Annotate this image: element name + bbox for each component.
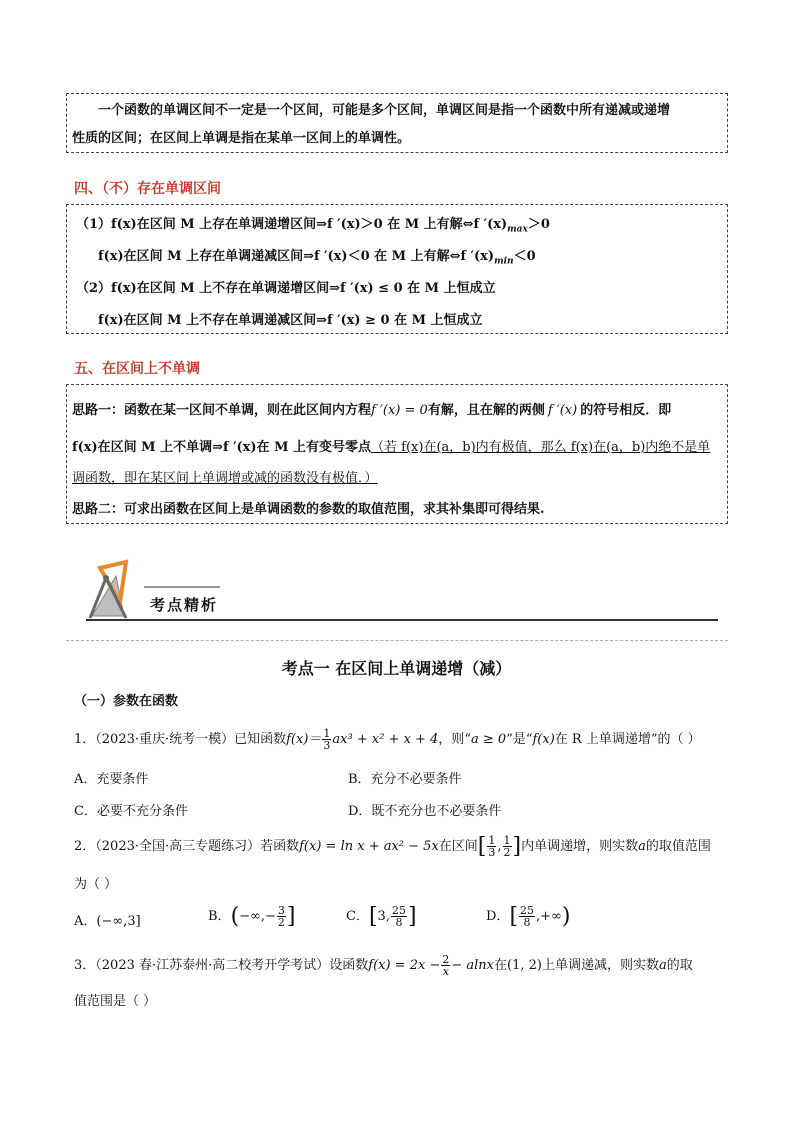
note-line-2: 性质的区间；在区间上单调是指在某单一区间上的单调性。 [72, 131, 411, 146]
section-4-line-2: f(x)在区间 M 上存在单调递减区间⇒f ′(x)＜0 在 M 上有解⇔f $'(x)_{min}<0$ [98, 249, 536, 267]
section-5-line-1: 思路一：函数在某一区间不单调，则在此区间内方程f ′(x) = 0有解，且在解的两侧 f ′(x) 的符号相反．即 [72, 403, 672, 418]
question-1-option-a[interactable]: A．充要条件 [74, 772, 149, 787]
section-4-line-3: （2）f(x)在区间 M 上不存在单调递增区间⇒f ′(x) ≤ 0 在 M 上恒成立 [76, 281, 496, 296]
question-2-option-b[interactable]: B．(−∞,− $\frac{3}{2}$ ] [208, 904, 296, 929]
question-2-option-c[interactable]: C．[3, $\frac{25}{8}$ ] [346, 904, 417, 929]
question-1-option-c[interactable]: C．必要不充分条件 [74, 804, 188, 819]
question-1-option-b[interactable]: B．充分不必要条件 [348, 772, 462, 787]
question-2-stem: 2．（2023·全国·高三专题练习）若函数f(x) = ln x + ax² − 5x在区间[ $\frac{1}{3}$ , $\frac{1}{2}$ ]内单调递增，则实数a的取值范围 [74, 834, 711, 859]
note-line-1: 一个函数的单调区间不一定是一个区间，可能是多个区间，单调区间是指一个函数中所有递减或递增 [98, 103, 671, 118]
section-4-line-4: f(x)在区间 M 上不存在单调递减区间⇒f ′(x) ≥ 0 在 M 上恒成立 [98, 313, 483, 328]
question-1-stem: 1．（2023·重庆·统考一模）已知函数f(x)＝ $\frac{1}{3}$ ax³ + x² + x + 4，则“a ≥ 0”是“f(x)在 R 上单调递增”的（ ） [74, 727, 701, 752]
banner-rule-bottom [86, 619, 718, 621]
section-5-title: 五、在区间上不单调 [74, 361, 200, 377]
kaodian-title: 考点一 在区间上单调递增（减） [281, 659, 512, 678]
banner-dashed-line [66, 640, 728, 641]
section-5-line-2: f(x)在区间 M 上不单调⇒f ′(x)在 M 上有变号零点（若 f(x)在(a，b)内有极值，那么 f(x)在(a，b)内绝不是单 [72, 440, 711, 455]
subsection-title: （一）参数在函数 [74, 694, 179, 709]
section-5-line-4: 思路二：可求出函数在区间上是单调函数的参数的取值范围，求其补集即可得结果. [72, 502, 545, 517]
question-2-option-d[interactable]: D．[ $\frac{25}{8}$ ,+∞) [486, 904, 571, 929]
section-4-title: 四、（不）存在单调区间 [74, 181, 221, 197]
question-2-stem-cont: 为（ ） [74, 877, 118, 892]
question-2-option-a[interactable]: A．(−∞,3] [74, 914, 141, 929]
section-4-line-1: （1）f(x)在区间 M 上存在单调递增区间⇒f ′(x)＞0 在 M 上有解⇔f $'(x)_{max}>0$ [76, 217, 550, 235]
banner-title: 考点精析 [150, 596, 219, 614]
banner-icon [86, 558, 140, 620]
section-5-line-3: 调函数，即在某区间上单调增或减的函数没有极值．） [72, 471, 378, 486]
banner-rule-top [144, 586, 220, 588]
question-3-stem-cont: 值范围是（ ） [74, 994, 157, 1009]
question-1-option-d[interactable]: D．既不充分也不必要条件 [348, 804, 502, 819]
question-3-stem: 3．（2023 春·江苏泰州·高二校考开学考试）设函数f(x) = 2x − $\frac{2}{x}$ − alnx在(1, 2)上单调递减，则实数a的取 [74, 953, 693, 978]
